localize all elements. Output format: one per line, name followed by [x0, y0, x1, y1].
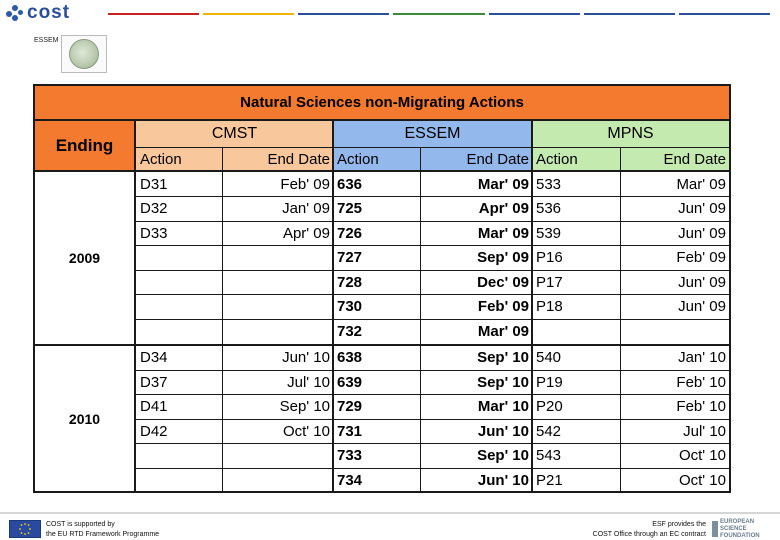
- table-cell: Oct' 10: [678, 471, 726, 489]
- footer-right-line1: ESF provides the: [652, 521, 706, 528]
- end-date-header-mpns: End Date: [620, 148, 729, 172]
- header-stripe: [298, 13, 389, 15]
- group-divider: [332, 121, 334, 491]
- table-cell: Mar' 09: [477, 224, 529, 242]
- table-cell: D41: [140, 398, 168, 416]
- table-cell: [136, 444, 222, 469]
- table-cell: Feb' 10: [676, 398, 726, 416]
- group-header-essem: ESSEM: [333, 121, 532, 148]
- table-cell: Oct' 10: [282, 422, 330, 440]
- header-stripe: [108, 13, 199, 15]
- group-divider: [531, 121, 533, 491]
- table-cell: 639: [337, 373, 363, 391]
- table-cell: P18: [536, 298, 563, 316]
- table-cell: 730: [337, 298, 363, 316]
- table-cell: P19: [536, 373, 563, 391]
- header-stripe: [203, 13, 294, 15]
- table-cell: [620, 319, 729, 344]
- column-divider: [222, 148, 223, 491]
- table-cell: 729: [337, 398, 363, 416]
- table-cell: Feb' 09: [477, 298, 529, 316]
- year-label-2010: 2010: [35, 346, 136, 493]
- table-cell: [136, 295, 222, 320]
- action-header-mpns: Action: [532, 148, 620, 172]
- table-cell: 728: [337, 273, 363, 291]
- table-cell: Jun' 10: [477, 422, 529, 440]
- table-cell: D33: [140, 224, 168, 242]
- table-cell: D37: [140, 373, 168, 391]
- table-cell: 734: [337, 471, 363, 489]
- esf-logo-text: EUROPEAN SCIENCE FOUNDATION: [720, 518, 760, 539]
- table-cell: Sep' 10: [279, 398, 330, 416]
- table-cell: 731: [337, 422, 363, 440]
- table-cell: [136, 246, 222, 271]
- table-cell: Feb' 10: [676, 373, 726, 391]
- group-header-mpns: MPNS: [532, 121, 729, 148]
- table-cell: Mar' 10: [477, 398, 529, 416]
- header-stripe: [489, 13, 580, 15]
- table-cell: Apr' 09: [478, 200, 529, 218]
- footer-left-line2: the EU RTD Framework Programme: [46, 531, 160, 538]
- section-divider: [35, 344, 729, 346]
- table-cell: Mar' 09: [676, 175, 726, 193]
- action-header-essem: Action: [333, 148, 420, 172]
- table-cell: P16: [536, 249, 563, 267]
- esf-logo-mark-icon: [712, 521, 718, 537]
- table-cell: D34: [140, 349, 168, 367]
- table-cell: Jan' 10: [678, 349, 726, 367]
- table-cell: 542: [536, 422, 562, 440]
- table-cell: [136, 468, 222, 493]
- table-cell: 733: [337, 447, 363, 465]
- table-cell: Jun' 10: [282, 349, 330, 367]
- header-stripe: [393, 13, 484, 15]
- table-cell: [222, 444, 333, 469]
- table-cell: Sep' 10: [477, 447, 529, 465]
- header-color-stripes: [108, 13, 770, 15]
- table-cell: D32: [140, 200, 168, 218]
- table-cell: [222, 319, 333, 344]
- eu-flag-icon: [9, 520, 41, 538]
- badge-label: ESSEM: [34, 37, 59, 44]
- table-cell: [222, 468, 333, 493]
- table-cell: Sep' 10: [477, 373, 529, 391]
- cost-logo-text: cost: [27, 2, 71, 23]
- footer-divider: [0, 512, 780, 514]
- column-divider: [620, 148, 621, 491]
- cost-logo: [6, 4, 70, 22]
- table-cell: [532, 319, 620, 344]
- table-cell: 638: [337, 349, 363, 367]
- header-stripe: [679, 13, 770, 15]
- table-cell: Sep' 09: [477, 249, 529, 267]
- esf-logo: [712, 519, 772, 539]
- table-cell: 732: [337, 322, 363, 340]
- table-cell: [136, 270, 222, 295]
- table-cell: Feb' 09: [676, 249, 726, 267]
- table-cell: [222, 246, 333, 271]
- table-cell: 539: [536, 224, 562, 242]
- footer-right-line2: COST Office through an EC contract: [592, 531, 706, 538]
- table-cell: Jul' 10: [287, 373, 330, 391]
- action-header-cmst: Action: [136, 148, 222, 172]
- group-header-cmst: CMST: [136, 121, 333, 148]
- table-cell: 536: [536, 200, 562, 218]
- table-cell: P20: [536, 398, 563, 416]
- table-cell: Mar' 09: [477, 322, 529, 340]
- table-cell: D42: [140, 422, 168, 440]
- column-divider: [420, 148, 421, 491]
- table-cell: Jun' 09: [678, 298, 726, 316]
- table-cell: P17: [536, 273, 563, 291]
- year-label-2009: 2009: [35, 172, 136, 344]
- table-cell: Mar' 09: [477, 175, 529, 193]
- header-stripe: [584, 13, 675, 15]
- table-cell: 727: [337, 249, 363, 267]
- table-title: Natural Sciences non-Migrating Actions: [35, 86, 729, 121]
- footer-left-line1: COST is supported by: [46, 521, 115, 528]
- end-date-header-essem: End Date: [420, 148, 532, 172]
- table-cell: [136, 319, 222, 344]
- end-date-header-cmst: End Date: [222, 148, 333, 172]
- table-cell: 726: [337, 224, 363, 242]
- table-cell: Oct' 10: [678, 447, 726, 465]
- table-cell: Sep' 10: [477, 349, 529, 367]
- table-cell: 540: [536, 349, 562, 367]
- table-cell: 636: [337, 175, 363, 193]
- table-cell: 725: [337, 200, 363, 218]
- table-cell: 543: [536, 447, 562, 465]
- ending-header: Ending: [35, 121, 136, 172]
- footer-right-text: [593, 520, 706, 540]
- table-cell: 533: [536, 175, 562, 193]
- table-cell: Jun' 10: [477, 471, 529, 489]
- table-cell: Jan' 09: [282, 200, 330, 218]
- table-cell: D31: [140, 175, 168, 193]
- cost-logo-icon: [6, 5, 24, 21]
- table-cell: [222, 270, 333, 295]
- footer-left-text: [46, 520, 159, 540]
- table-cell: Feb' 09: [280, 175, 330, 193]
- table-cell: [222, 295, 333, 320]
- table-cell: Jun' 09: [678, 200, 726, 218]
- essem-badge-image: [61, 35, 107, 73]
- table-cell: Jul' 10: [683, 422, 726, 440]
- table-cell: Jun' 09: [678, 224, 726, 242]
- table-cell: P21: [536, 471, 563, 489]
- table-cell: Apr' 09: [282, 224, 330, 242]
- essem-emblem-icon: [69, 39, 99, 69]
- table-cell: Jun' 09: [678, 273, 726, 291]
- actions-table: [33, 84, 731, 493]
- table-cell: Dec' 09: [477, 273, 529, 291]
